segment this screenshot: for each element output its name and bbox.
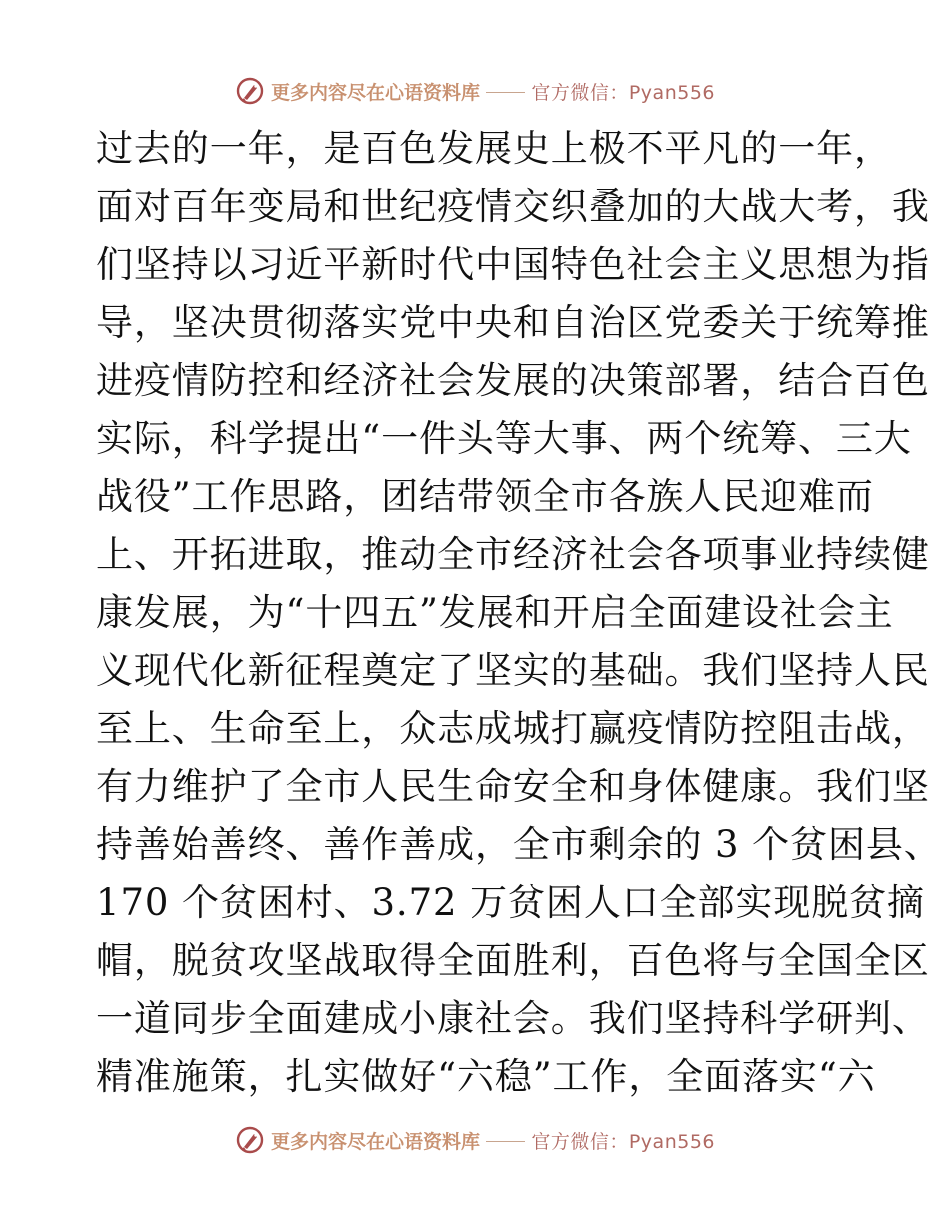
watermark-account-text: 官方微信：Pyan556: [531, 81, 715, 104]
text-line: 有力维护了全市人民生命安全和身体健康。我们坚: [96, 765, 930, 808]
header-watermark: [235, 74, 715, 108]
text-line: 导，坚决贯彻落实党中央和自治区党委关于统筹推: [96, 301, 930, 344]
text-line: 过去的一年，是百色发展史上极不平凡的一年，: [96, 127, 892, 170]
watermark-site-text: 更多内容尽在心语资料库: [271, 1130, 481, 1153]
pen-nib-logo-icon: [235, 76, 265, 106]
pen-nib-logo-icon: [235, 1125, 265, 1155]
text-line: 170 个贫困村、3.72 万贫困人口全部实现脱贫摘: [96, 881, 925, 924]
document-body: [96, 120, 942, 1110]
text-line: 一道同步全面建成小康社会。我们坚持科学研判、: [96, 997, 930, 1040]
watermark-divider: [486, 92, 525, 93]
footer-watermark: [235, 1123, 715, 1157]
text-line: 康发展，为“十四五”发展和开启全面建设社会主: [96, 591, 894, 634]
watermark-divider: [486, 1141, 525, 1142]
watermark-site-text: 更多内容尽在心语资料库: [271, 81, 481, 104]
text-line: 面对百年变局和世纪疫情交织叠加的大战大考，我: [96, 185, 930, 228]
text-line: 义现代化新征程奠定了坚实的基础。我们坚持人民: [96, 649, 930, 692]
text-line: 至上、生命至上，众志成城打赢疫情防控阻击战，: [96, 707, 930, 750]
text-line: 持善始善终、善作善成，全市剩余的 3 个贫困县、: [96, 823, 942, 866]
text-line: 精准施策，扎实做好“六稳”工作，全面落实“六: [96, 1055, 876, 1098]
text-line: 战役”工作思路，团结带领全市各族人民迎难而: [96, 475, 874, 518]
watermark-account-text: 官方微信：Pyan556: [531, 1130, 715, 1153]
text-line: 上、开拓进取，推动全市经济社会各项事业持续健: [96, 533, 930, 576]
text-line: 进疫情防控和经济社会发展的决策部署，结合百色: [96, 359, 930, 402]
text-line: 实际，科学提出“一件头等大事、两个统筹、三大: [96, 417, 912, 460]
text-line: 们坚持以习近平新时代中国特色社会主义思想为指: [96, 243, 930, 286]
text-line: 帽，脱贫攻坚战取得全面胜利，百色将与全国全区: [96, 939, 930, 982]
